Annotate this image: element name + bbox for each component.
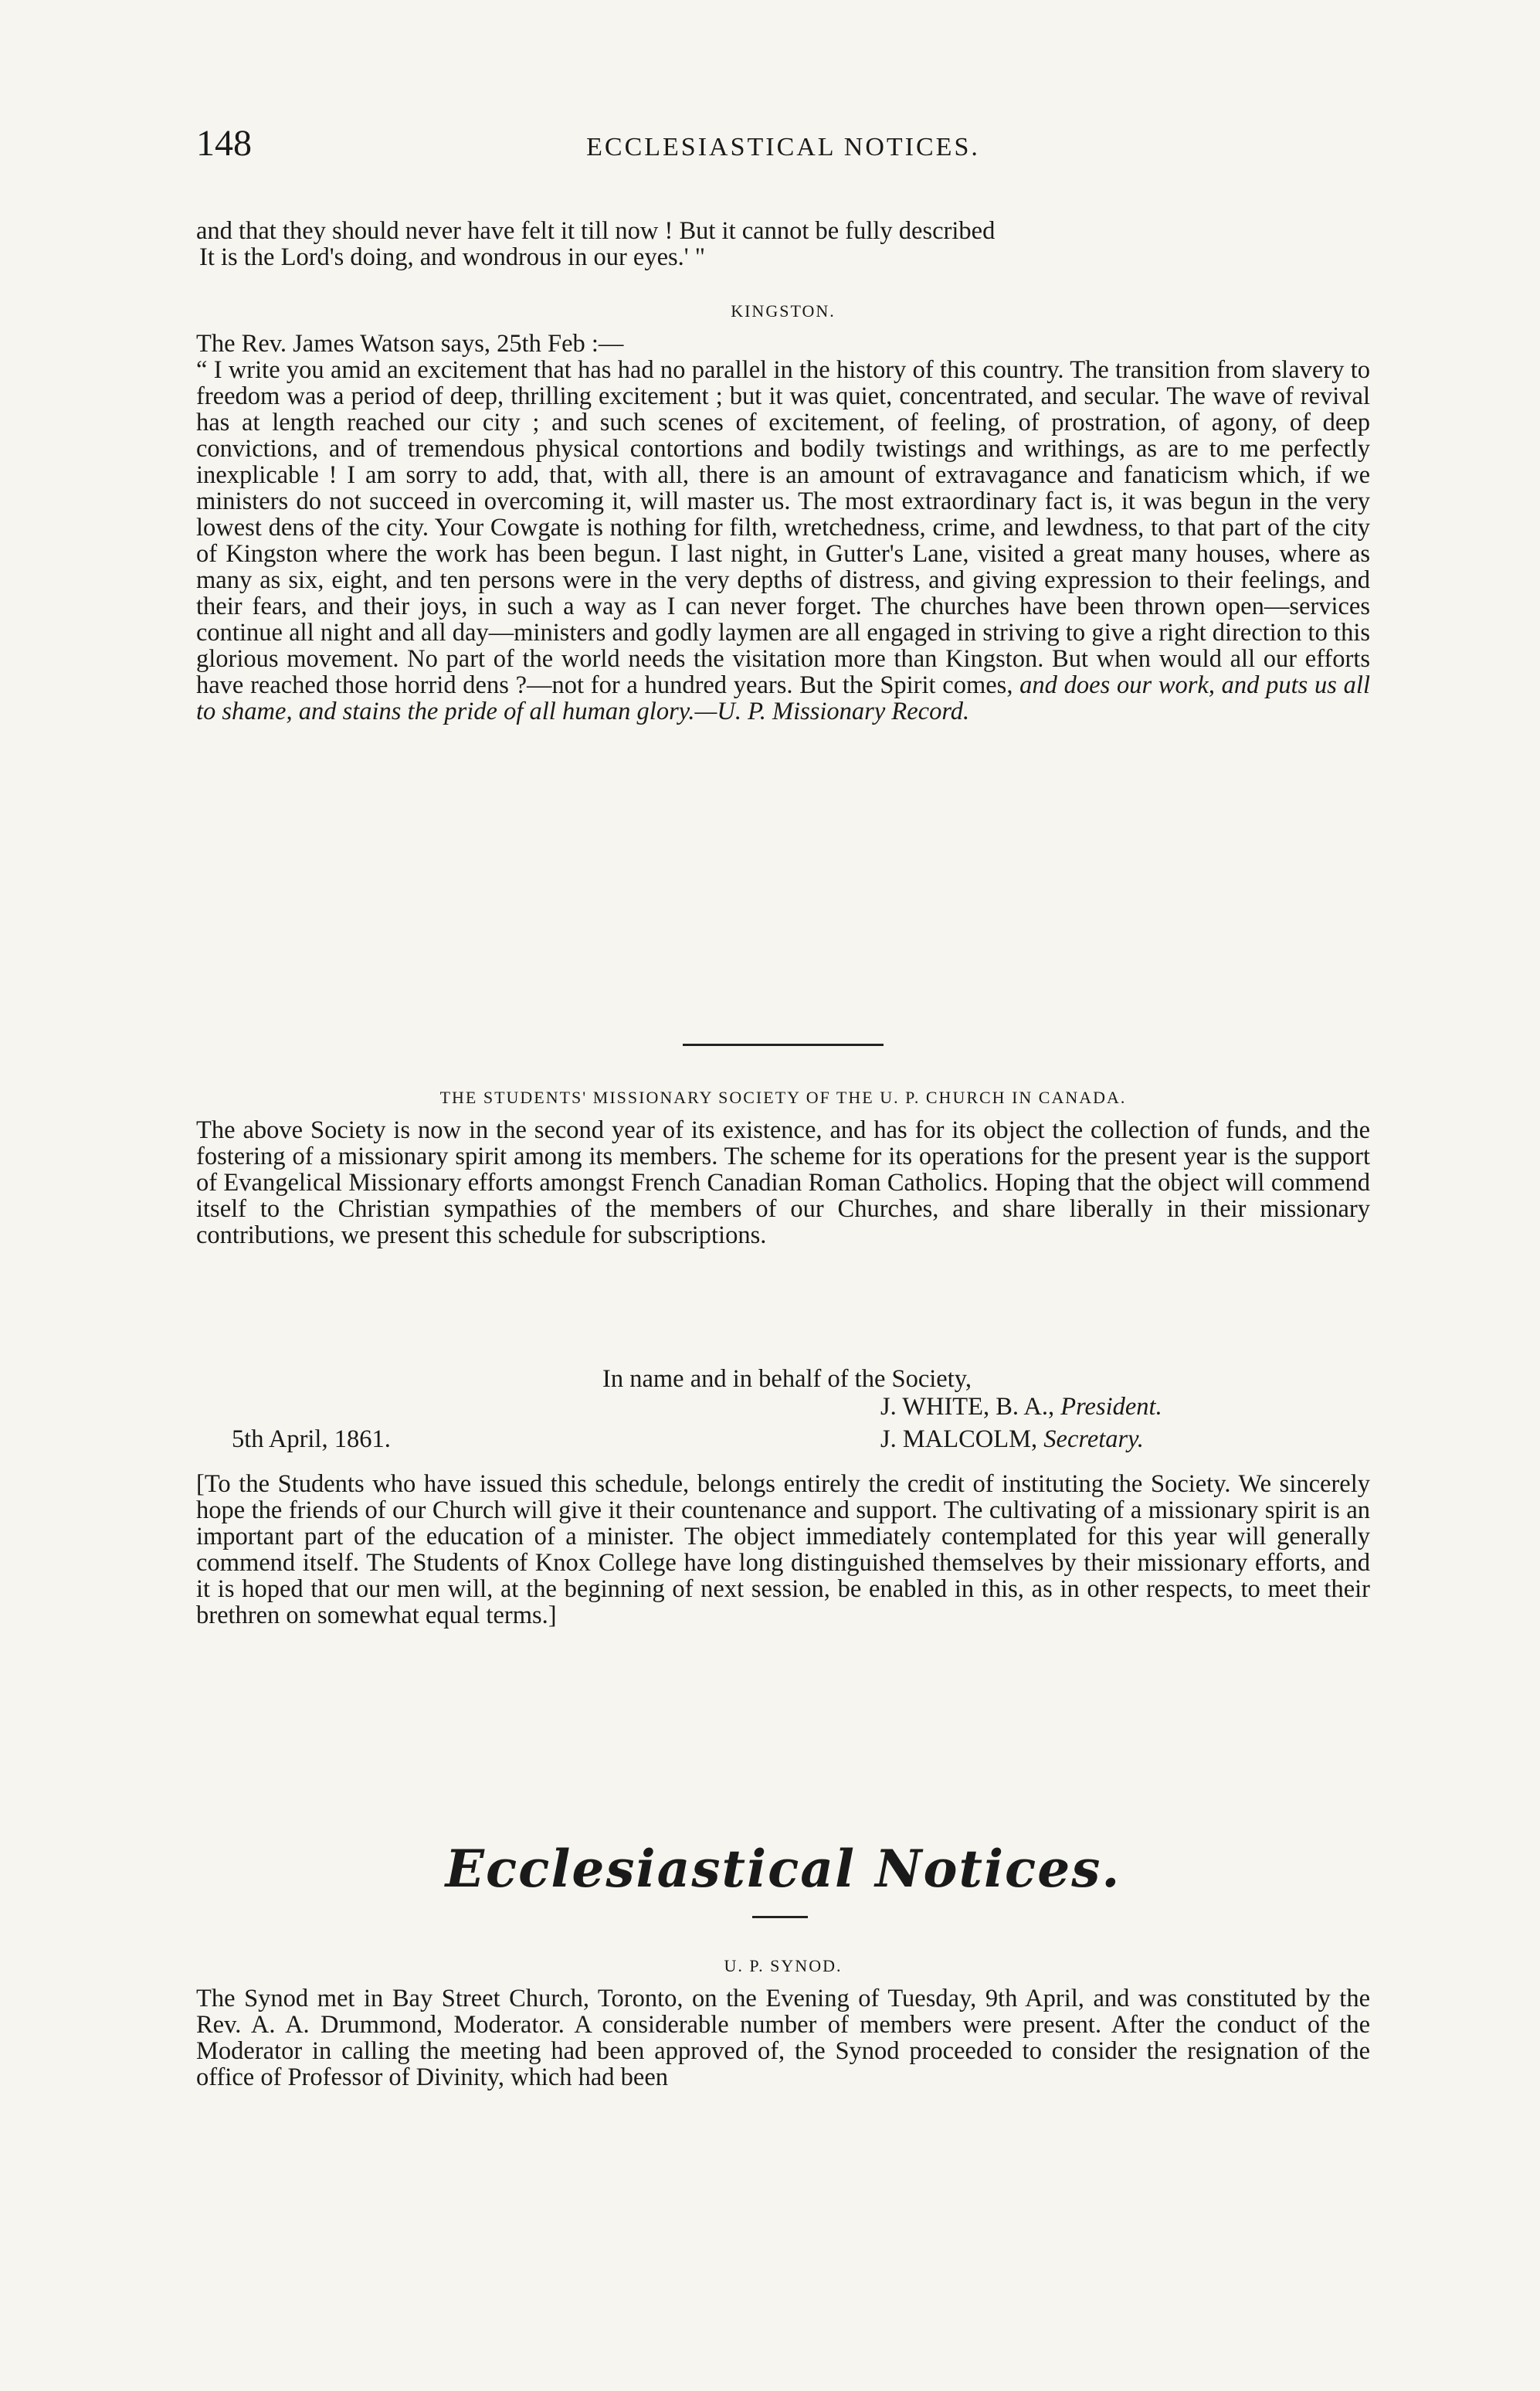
synod-section — [196, 1953, 1370, 1979]
kingston-body — [196, 357, 1370, 725]
students-section — [196, 1085, 1370, 1111]
page-number: 148 — [196, 123, 252, 164]
continuation-text — [196, 218, 1370, 270]
kingston-intro: The Rev. James Watson says, 25th Feb :— — [196, 330, 624, 358]
page-header — [196, 122, 1370, 168]
secretary-role: Secretary. — [1043, 1425, 1144, 1453]
synod-heading: U. P. SYNOD. — [724, 1956, 843, 1975]
continuation-line-2: It is the Lord's doing, and wondrous in our eyes.' " — [199, 243, 706, 271]
section-divider — [683, 1044, 884, 1046]
behalf-line: In name and in behalf of the Society, — [602, 1365, 972, 1393]
title-divider — [752, 1916, 808, 1918]
synod-body-block — [196, 1985, 1370, 2090]
students-heading: THE STUDENTS' MISSIONARY SOCIETY OF THE U. P. CHURCH IN CANADA. — [439, 1088, 1127, 1107]
president-name: J. WHITE, B. A., — [880, 1393, 1061, 1421]
dateline: 5th April, 1861. — [232, 1425, 391, 1453]
synod-body: The Synod met in Bay Street Church, Toronto, on the Evening of Tuesday, 9th April, and was constituted by the Rev. A. A. Drummond, Moderator. A considerable number of members were present. After the conduct of the Moderator in calling the meeting had been approved of, the Synod proceeded to consider the resignation of the office of Professor of Divinity, which had been — [196, 1985, 1370, 2091]
kingston-section — [196, 298, 1370, 324]
signature-president — [880, 1393, 1162, 1421]
signature-secretary — [880, 1425, 1144, 1454]
kingston-heading: KINGSTON. — [731, 301, 836, 321]
editor-note-block — [196, 1471, 1370, 1629]
students-body: The above Society is now in the second year of its existence, and has for its object the collection of funds, and the fostering of a missionary spirit among its members. The scheme for its operations for the present year is the support of Evangelical Missionary efforts amongst French Canadian Roman Catholics. Hoping that the object will commend itself to the Christian sympathies of the members of our Churches, and share liberally in their missionary contributions, we present this schedule for subscriptions. — [196, 1116, 1370, 1249]
kingston-letter — [196, 331, 1370, 725]
president-role: President. — [1060, 1393, 1162, 1421]
secretary-name: J. MALCOLM, — [880, 1425, 1044, 1453]
kingston-body-italic: and does our work, and puts us all to shame, and stains the pride of all human glory.—U. P. Missionary Record. — [196, 671, 1370, 725]
continuation-line-1: and that they should never have felt it till now ! But it cannot be fully described — [196, 217, 996, 245]
running-head: ECCLESIASTICAL NOTICES. — [586, 133, 980, 161]
kingston-body-text: “ I write you amid an excitement that has had no parallel in the history of this country. The transition from slavery to freedom was a period of deep, thrilling excitement ; but it was quiet, concentrated, and secular. The wave of revival has at length reached our city ; and such scenes of excitement, of feeling, of prostration, of agony, of deep convictions, and of tremendous physical contortions and bodily twistings and writhings, as are to me perfectly inexplicable ! I am sorry to add, that, with all, there is an amount of extravagance and fanaticism which, if we ministers do not succeed in overcoming it, will master us. The most extraordinary fact is, it was begun in the very lowest dens of the city. Your Cowgate is nothing for filth, wretchedness, crime, and lewdness, to that part of the city of Kingston where the work has been begun. I last night, in Gutter's Lane, visited a great many houses, where as many as six, eight, and ten persons were in the very depths of distress, and giving expression to their feelings, and their fears, and their joys, in such a way as I can never forget. The churches have been thrown open—services continue all night and all day—ministers and godly laymen are all engaged in striving to give a right direction to this glorious movement. No part of the world needs the visitation more than Kingston. But when would all our efforts have reached those horrid dens ?—not for a hundred years. But the Spirit comes, — [196, 356, 1370, 699]
editor-note: [To the Students who have issued this schedule, belongs entirely the credit of instituting the Society. We sincerely hope the friends of our Church will give it their countenance and support. The cultivating of a missionary spirit is an important part of the education of a minister. The object immediately contemplated for this year will generally commend itself. The Students of Knox College have long distinguished themselves by their missionary efforts, and it is hoped that our men will, at the beginning of next session, be enabled in this, as in other respects, to meet their brethren on somewhat equal terms.] — [196, 1470, 1370, 1629]
students-body-block — [196, 1117, 1370, 1248]
section-title: Ecclesiastical Notices. — [445, 1839, 1121, 1899]
